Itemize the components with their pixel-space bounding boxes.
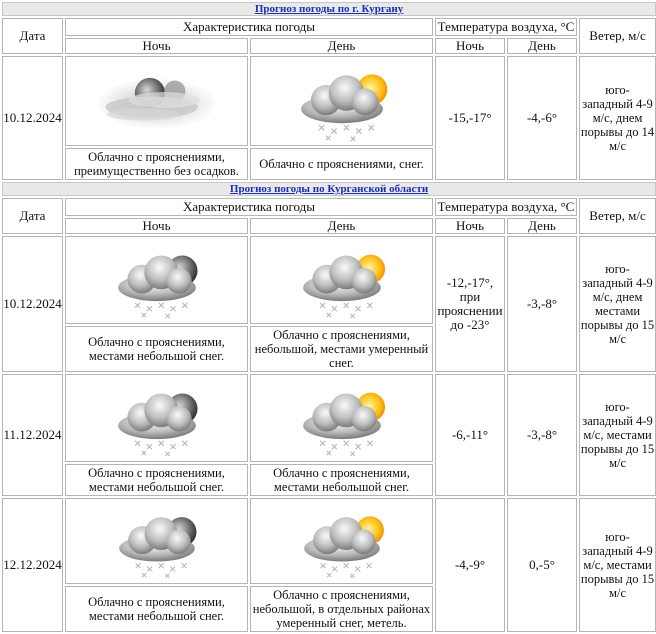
night-description: Облачно с прояснениями, местами небольшой снег. (65, 586, 248, 632)
day-weather-image (250, 374, 433, 462)
day-description: Облачно с прояснениями, небольшой, местами умеренный снег. (250, 326, 433, 372)
date-cell: 12.12.2024 (2, 498, 63, 632)
day-subheader: День (250, 38, 433, 54)
night-description: Облачно с прояснениями, местами небольшой снег. (65, 326, 248, 372)
cloudy-night-fog-icon (92, 61, 222, 141)
night-weather-image (65, 498, 248, 584)
temperature-header: Температура воздуха, °С (435, 198, 577, 216)
temp-day-cell: -4,-6° (507, 56, 577, 180)
day-description: Облачно с прояснениями, местами небольшой снег. (250, 464, 433, 496)
temp-day-cell: 0,-5° (507, 498, 577, 632)
characteristics-header: Характеристика погоды (65, 198, 433, 216)
temp-night-subheader: Ночь (435, 38, 505, 54)
temp-night-cell: -6,-11° (435, 374, 505, 496)
day-weather-image (250, 498, 433, 584)
day-description: Облачно с прояснениями, небольшой, в отдельных районах умеренный снег, метель. (250, 586, 433, 632)
cloudy-sun-snow-icon (282, 242, 402, 318)
wind-header: Ветер, м/с (579, 18, 656, 54)
temp-day-subheader: День (507, 218, 577, 234)
date-header: Дата (2, 18, 63, 54)
temp-night-cell: -15,-17° (435, 56, 505, 180)
day-weather-image (250, 56, 433, 146)
temp-day-subheader: День (507, 38, 577, 54)
night-subheader: Ночь (65, 38, 248, 54)
cloudy-sun-snow-icon (277, 61, 407, 141)
night-weather-image (65, 236, 248, 324)
night-subheader: Ночь (65, 218, 248, 234)
temp-day-cell: -3,-8° (507, 236, 577, 372)
cloudy-sun-snow-icon (282, 504, 402, 578)
temp-day-cell: -3,-8° (507, 374, 577, 496)
wind-header: Ветер, м/с (579, 198, 656, 234)
cloudy-moon-snow-icon (97, 380, 217, 456)
cloudy-sun-snow-icon (282, 380, 402, 456)
wind-cell: юго-западный 4-9 м/с, днем порывы до 14 м/с (579, 56, 656, 180)
wind-cell: юго-западный 4-9 м/с, днем местами порывы до 15 м/с (579, 236, 656, 372)
night-description: Облачно с прояснениями, местами небольшой снег. (65, 464, 248, 496)
date-cell: 11.12.2024 (2, 374, 63, 496)
night-weather-image (65, 374, 248, 462)
night-description: Облачно с прояснениями, преимущественно без осадков. (65, 148, 248, 180)
section-title-kurgan[interactable]: Прогноз погоды по г. Кургану (2, 2, 656, 16)
date-header: Дата (2, 198, 63, 234)
section-title-region[interactable]: Прогноз погоды по Курганской области (2, 182, 656, 196)
temp-night-cell: -4,-9° (435, 498, 505, 632)
night-weather-image (65, 56, 248, 146)
day-weather-image (250, 236, 433, 324)
cloudy-moon-snow-icon (97, 504, 217, 578)
day-description: Облачно с прояснениями, снег. (250, 148, 433, 180)
characteristics-header: Характеристика погоды (65, 18, 433, 36)
cloudy-moon-snow-icon (97, 242, 217, 318)
date-cell: 10.12.2024 (2, 56, 63, 180)
temperature-header: Температура воздуха, °С (435, 18, 577, 36)
temp-night-subheader: Ночь (435, 218, 505, 234)
temp-night-cell: -12,-17°, при прояснении до -23° (435, 236, 505, 372)
day-subheader: День (250, 218, 433, 234)
wind-cell: юго-западный 4-9 м/с, местами порывы до 15 м/с (579, 498, 656, 632)
date-cell: 10.12.2024 (2, 236, 63, 372)
wind-cell: юго-западный 4-9 м/с, местами порывы до 15 м/с (579, 374, 656, 496)
